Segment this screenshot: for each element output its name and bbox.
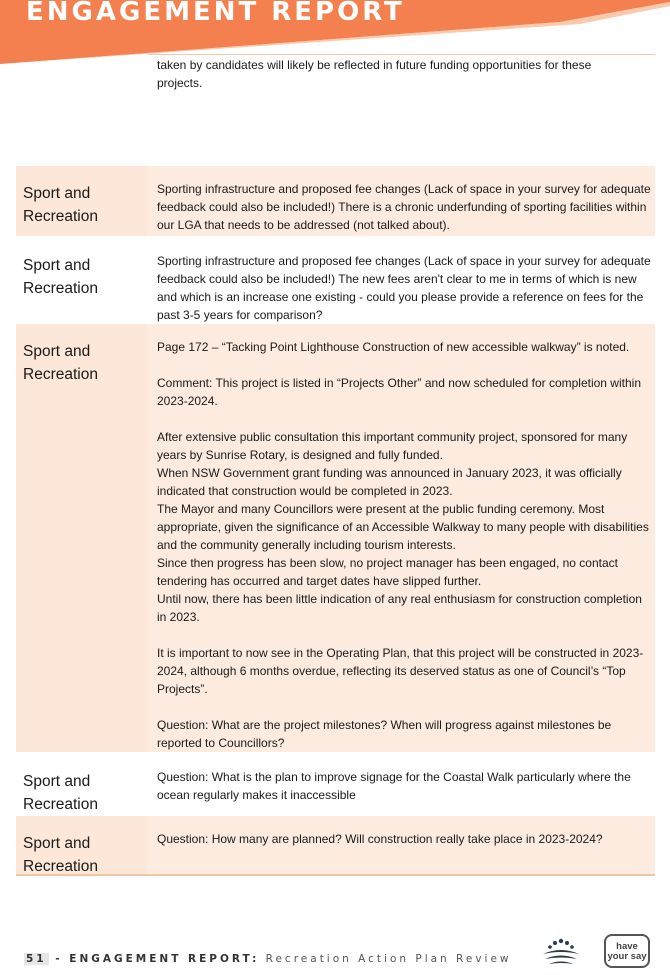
table-row — [16, 236, 655, 322]
category-cell: Sport and Recreation — [23, 257, 98, 297]
footer-doc-title: Recreation Action Plan Review — [259, 953, 512, 965]
comment-paragraph: Question: What is the plan to improve signage for the Coastal Walk particularly where the ocean regularly makes it inaccessible — [157, 770, 631, 802]
comment-paragraph: Comment: This project is listed in “Projects Other” and now scheduled for completion within 2023-2024. — [157, 376, 641, 408]
category-cell: Sport and Recreation — [23, 773, 98, 813]
comment-paragraph: Question: What are the project milestones? When will progress against milestones be reported to Councillors? — [157, 718, 612, 750]
comment-paragraph: After extensive public consultation this important community project, sponsored for many years by Sunrise Rotary, is designed and fully funded. — [157, 430, 628, 462]
table-row — [16, 814, 655, 874]
category-cell: Sport and Recreation — [16, 324, 147, 752]
comment-paragraph: Until now, there has been little indication of any real enthusiasm for construction completion in 2023. — [157, 592, 642, 624]
table-row — [16, 752, 655, 814]
comment-paragraph: When NSW Government grant funding was announced in January 2023, it was officially indicated that construction would be completed in 2023. — [157, 466, 622, 498]
category-cell: Sport and Recreation — [16, 166, 147, 236]
comment-paragraph: It is important to now see in the Operating Plan, that this project will be constructed in 2023-2024, although 6 months overdue, reflecting its deserved status as one of Council’s “Top Projects”. — [157, 646, 644, 696]
comment-cell — [147, 238, 655, 322]
have-your-say-logo: have your say — [604, 934, 650, 968]
feedback-table — [16, 166, 655, 876]
page-footer — [24, 953, 512, 965]
comment-paragraph: Page 172 – “Tacking Point Lighthouse Construction of new accessible walkway” is noted. — [157, 340, 630, 354]
category-cell: Sport and Recreation — [16, 816, 147, 874]
table-row — [16, 166, 655, 236]
comment-cell — [147, 816, 655, 874]
page-number: 51 — [26, 953, 47, 965]
table-bottom-rule — [16, 874, 655, 876]
comment-paragraph: Sporting infrastructure and proposed fee changes (Lack of space in your survey for adequate feedback could also be included!) The new fees aren't clear to me in terms of which is new and which is an increase one existing - could you please provide a reference on fees for the past 3-5 years for comparison? — [157, 254, 651, 322]
council-logo-icon — [537, 934, 585, 970]
comment-cell — [147, 324, 655, 752]
comment-cell — [147, 754, 655, 814]
comment-paragraph: The Mayor and many Councillors were present at the public funding ceremony. Most appropriate, given the significance of an Accessible Walkway to many people with disabilities and the community generally including tourism interests. — [157, 502, 649, 552]
report-title: ENGAGEMENT REPORT — [26, 0, 405, 27]
intro-text: taken by candidates will likely be reflected in future funding opportunities for these projects. — [157, 58, 592, 90]
footer-report-label: ENGAGEMENT REPORT: — [69, 953, 260, 965]
table-row — [16, 322, 655, 752]
comment-paragraph: Since then progress has been slow, no project manager has been engaged, no contact tendering has occurred and target dates have slipped further. — [157, 556, 618, 588]
council-logo — [537, 934, 585, 970]
comment-paragraph: Sporting infrastructure and proposed fee changes (Lack of space in your survey for adequate feedback could also be included!) There is a chronic underfunding of sporting facilities within our LGA that needs to be addressed (not talked about). — [157, 182, 651, 232]
footer-separator: - — [48, 953, 70, 965]
comment-cell — [147, 166, 655, 236]
top-divider — [148, 54, 655, 55]
comment-paragraph: Question: How many are planned? Will construction really take place in 2023-2024? — [157, 832, 603, 846]
